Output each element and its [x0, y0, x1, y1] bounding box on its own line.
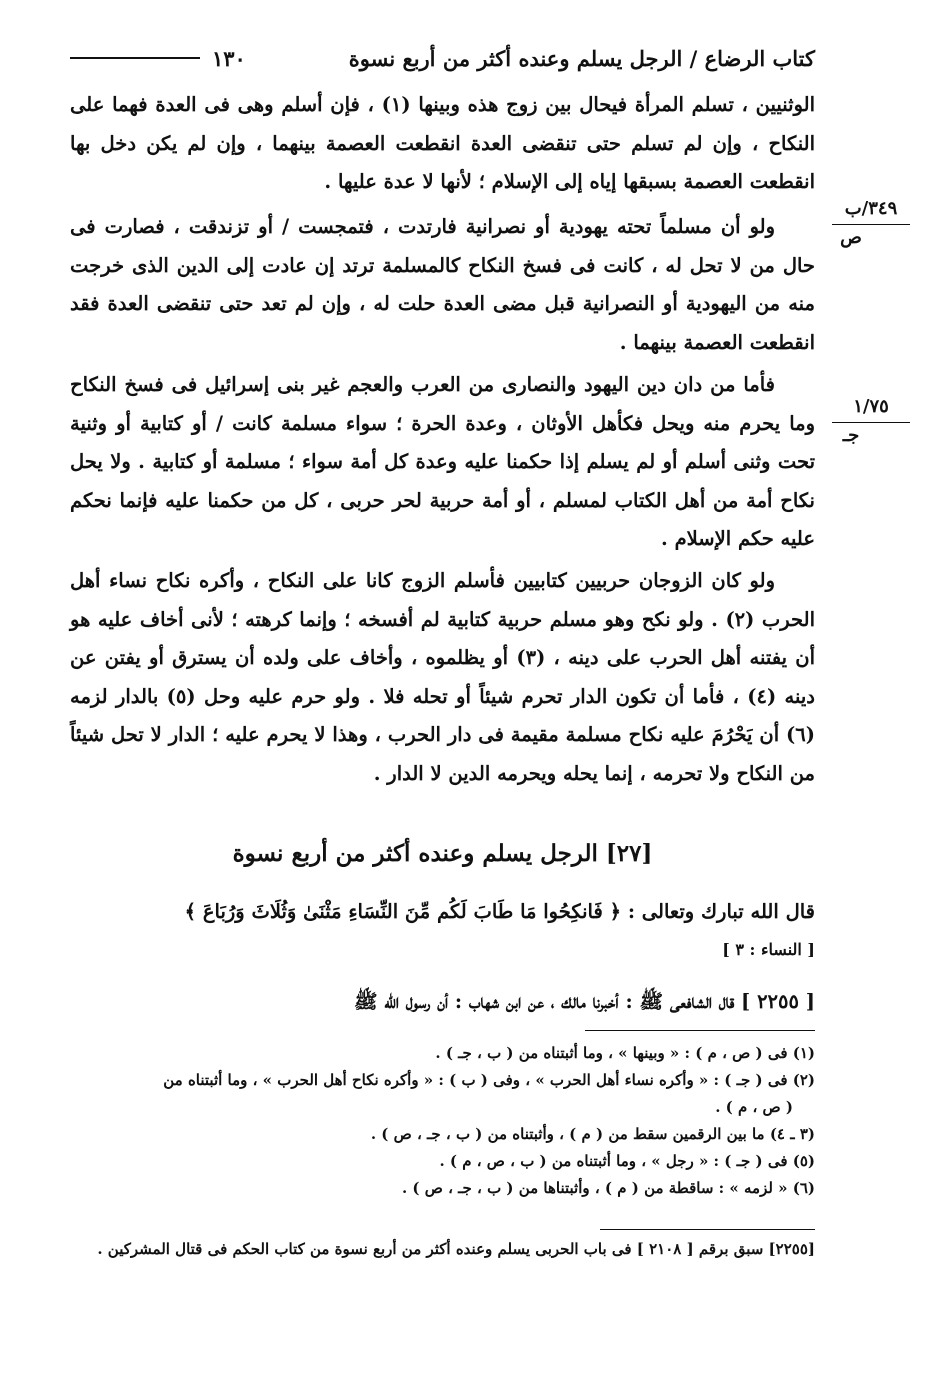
hadith-line [70, 990, 815, 1018]
paragraph-text: ولو أن مسلماً تحته يهودية أو نصرانية فارتدت ، فتمجست / أو تزندقت ، فصارت فى حال من لا تحل له ، كانت فى فسخ النكاح كالمسلمة ترتد إن عادت إلى الدين الذى خرجت منه من اليهودية أو النصرانية قبل مضى العدة حلت له ، وإن لم تعد حتى تنقضى العدة فقد انقطعت العصمة بينهما . [70, 215, 815, 354]
footnote-divider [585, 1030, 815, 1031]
reference-note: [٢٢٥٥] سبق برقم [ ٢١٠٨ ] فى باب الحربى يسلم وعنده أكثر من أربع نسوة من كتاب الحكم فى قتال المشركين . [97, 1240, 815, 1258]
footnote-item: (٣ ـ ٤) ما بين الرقمين سقط من ( م ) ، وأثبتناه من ( ب ، جـ ، ص ) . [370, 1125, 815, 1143]
page-number: ١٣٠ [212, 45, 246, 71]
verse-reference: [ النساء : ٣ ] [722, 940, 815, 959]
margin-note-folio: ١/٧٥ [832, 396, 910, 423]
footnote-item: ( ص ، م ) . [715, 1098, 793, 1116]
footnote-item: (٦) « لزمه » : ساقطة من ( م ) ، وأثبتناها من ( ب ، جـ ، ص ) . [401, 1179, 815, 1197]
running-title: كتاب الرضاع / الرجل يسلم وعنده أكثر من أربع نسوة [348, 45, 815, 71]
paragraph-1 [70, 86, 815, 202]
margin-note-2 [832, 396, 910, 447]
header-rule [70, 57, 200, 59]
footnote-item: (٥) فى ( جـ ) : « رجل » ، وما أثبتناه من ( ب ، ص ، م ) . [439, 1152, 815, 1170]
paragraph-3 [70, 366, 815, 559]
verse-line [70, 900, 815, 923]
page-header [70, 40, 815, 76]
margin-note-folio: ٣٤٩/ب [832, 198, 910, 225]
honorific-icon: ﷺ [639, 990, 664, 1013]
paragraph-text: ولو كان الزوجان حربيين كتابيين فأسلم الزوج كانا على النكاح ، وأكره نكاح نساء أهل الحرب (٢) . ولو نكح وهو مسلم حربية كتابية لم أفسخه ؛ وإنما كرهته ؛ لأنى أخاف عليه هو أن يفتنه أهل الحرب على دينه ، (٣) أو يظلموه ، وأخاف على ولده أن يسترق أو يفتن عن دينه (٤) ، فأما أن تكون الدار تحرم شيئاً أو تحله فلا . ولو حرم عليه وحل (٥) بالدار لزمه (٦) أن يَحْرُمَ عليه نكاح مسلمة مقيمة فى دار الحرب ، وهذا لا يحرم عليه ؛ الدار لا تحل شيئاً من النكاح ولا تحرمه ، إنما يحله ويحرمه الدين لا الدار . [70, 569, 816, 785]
footnote-item: (٢) فى ( جـ ) : « وأكره نساء أهل الحرب » ، وفى ( ب ) : « وأكره نكاح أهل الحرب » ، وما أثبتناه من [163, 1071, 815, 1089]
hadith-text: : أخبرنا مالك ، عن ابن شهاب : أن رسول الله ﷺ [354, 990, 633, 1013]
margin-note-ms: جـ [842, 425, 860, 446]
footnotes [70, 1040, 815, 1202]
footnote-item: (١) فى ( ص ، م ) : « وبينها » ، وما أثبتناه من ( ب ، جـ ) . [435, 1044, 815, 1062]
paragraph-2 [70, 208, 815, 362]
page-number-group [70, 46, 246, 71]
section-title: [٢٧] الرجل يسلم وعنده أكثر من أربع نسوة [232, 840, 653, 867]
margin-note-1 [832, 198, 910, 249]
hadith-label: [ ٢٢٥٥ ] قال الشافعى [669, 990, 815, 1013]
verse-intro: قال الله تبارك وتعالى : [627, 900, 815, 923]
reference-divider [600, 1229, 815, 1230]
paragraph-4 [70, 562, 815, 793]
paragraph-text: الوثنيين ، تسلم المرأة فيحال بين زوج هذه وبينها (١) ، فإن أسلم وهى فى العدة فهما على النكاح ، وإن لم تسلم حتى تنقضى العدة انقطعت العصمة بينهما ، وإن لم يكن دخل بها انقطعت العصمة بسبقها إياه إلى الإسلام ؛ لأنها لا عدة عليها . [70, 93, 816, 193]
quran-verse: ﴿ فَانكِحُوا مَا طَابَ لَكُم مِّنَ النِّسَاءِ مَثْنَىٰ وَثُلَاثَ وَرُبَاعَ ﴾ [184, 900, 622, 923]
paragraph-text: فأما من دان دين اليهود والنصارى من العرب والعجم غير بنى إسرائيل فى فسخ النكاح وما يحرم منه ويحل فكأهل الأوثان ، وعدة الحرة ؛ سواء مسلمة كانت / أو كتابية أو وثنية تحت وثنى أسلم أو لم يسلم إذا حكمنا عليه وعدة كل أمة سواء ؛ مسلمة أو كتابية . ولا يحل نكاح أمة من أهل الكتاب لمسلم ، أو أمة حربية لحر حربى ، كل من حكمنا عليه فإنما نحكم عليه حكم الإسلام . [70, 373, 815, 550]
margin-note-ms: ص [840, 227, 862, 248]
